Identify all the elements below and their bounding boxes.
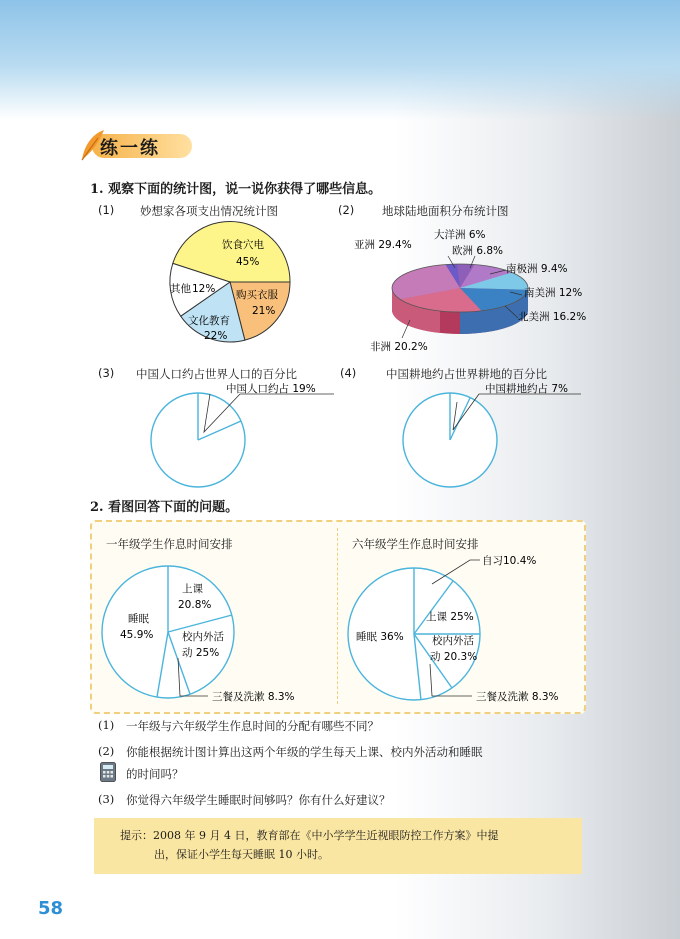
population-callout: 中国人口约占 19% [226,383,316,395]
g6-activity-label2: 动 20.3% [430,651,478,663]
grade1-title: 一年级学生作息时间安排 [106,537,233,551]
slice-food-value: 45% [236,256,260,268]
slice-oceania-label: 大洋洲 6% [434,229,486,241]
g6-meals-label: 三餐及洗漱 8.3% [476,691,559,703]
page-number: 58 [38,898,64,919]
g1-meals-label: 三餐及洗漱 8.3% [212,691,295,703]
q2-2-text-cont: 的时间吗？ [126,767,184,781]
g1-class-value: 20.8% [178,599,212,611]
slice-south-america-label: 南美洲 12% [524,287,583,299]
chart4-title: 中国耕地约占世界耕地的百分比 [386,367,547,381]
pie-chart-population [140,382,340,497]
q1-label: 1. 观察下面的统计图，说一说你获得了哪些信息。 [90,182,382,197]
chart3-num: (3) [98,366,115,380]
pie-chart-grade1 [98,554,328,714]
chart1-title: 妙想家各项支出情况统计图 [140,204,278,218]
chart1-num: (1) [98,203,115,217]
slice-antarctica-label: 南极洲 9.4% [506,263,568,275]
section-title-badge [78,128,196,162]
pie-chart-land-area [340,220,610,355]
g1-activity-label2: 动 25% [182,647,220,659]
q2-1-text: 一年级与六年级学生作息时间的分配有哪些不同？ [126,719,379,733]
tip-line-2: 出，保证小学生每天睡眠 10 小时。 [154,848,329,861]
q2-3-num: (3) [98,792,115,806]
slice-africa-label: 非洲 20.2% [370,341,428,353]
g6-selfstudy-label: 自习10.4% [482,555,537,567]
chart2-title: 地球陆地面积分布统计图 [382,204,509,218]
q2-3-text: 你觉得六年级学生睡眠时间够吗？你有什么好建议？ [126,793,391,807]
slice-other-value: 12% [192,283,216,295]
tip-box [94,818,582,874]
chart4-num: (4) [340,366,357,380]
tip-text [120,826,498,864]
pie-chart-grade6 [344,550,579,714]
header-band [0,0,680,120]
g1-activity-label: 校内外活 [182,631,224,643]
slice-food-label: 饮食穴电 [222,239,264,251]
g6-activity-label: 校内外活 [432,635,474,647]
slice-north-america-label: 北美洲 16.2% [518,311,587,323]
slice-education-value: 22% [204,330,228,342]
slice-clothes-value: 21% [252,305,276,317]
chart2-num: (2) [338,203,355,217]
box-divider [337,528,338,704]
tip-line-1: 提示：2008 年 9 月 4 日，教育部在《中小学学生近视眼防控工作方案》中提 [120,829,499,842]
farmland-callout: 中国耕地约占 7% [485,383,568,395]
slice-clothes-label: 购买衣服 [236,289,278,301]
g1-class-label: 上课 [182,583,203,595]
calculator-icon [100,762,116,782]
q2-label: 2. 看图回答下面的问题。 [90,500,239,515]
slice-other-label: 其他 [170,283,191,295]
grade6-title: 六年级学生作息时间安排 [352,537,479,551]
section-title: 练一练 [100,138,160,159]
slice-asia-label: 亚洲 29.4% [354,239,412,251]
g6-class-label: 上课 25% [426,611,474,623]
slice-education-label: 文化教育 [188,315,230,327]
g1-sleep-value: 45.9% [120,629,154,641]
pie-chart-expenses [160,218,300,348]
q2-1-num: (1) [98,718,115,732]
q2-2-text: 你能根据统计图计算出这两个年级的学生每天上课、校内外活动和睡眠 [126,745,483,759]
q2-2-num: (2) [98,744,115,758]
g1-sleep-label: 睡眠 [128,613,149,625]
slice-europe-label: 欧洲 6.8% [452,245,504,257]
pie-chart-farmland [395,382,595,497]
g6-sleep-label: 睡眠 36% [356,631,404,643]
chart3-title: 中国人口约占世界人口的百分比 [136,367,297,381]
